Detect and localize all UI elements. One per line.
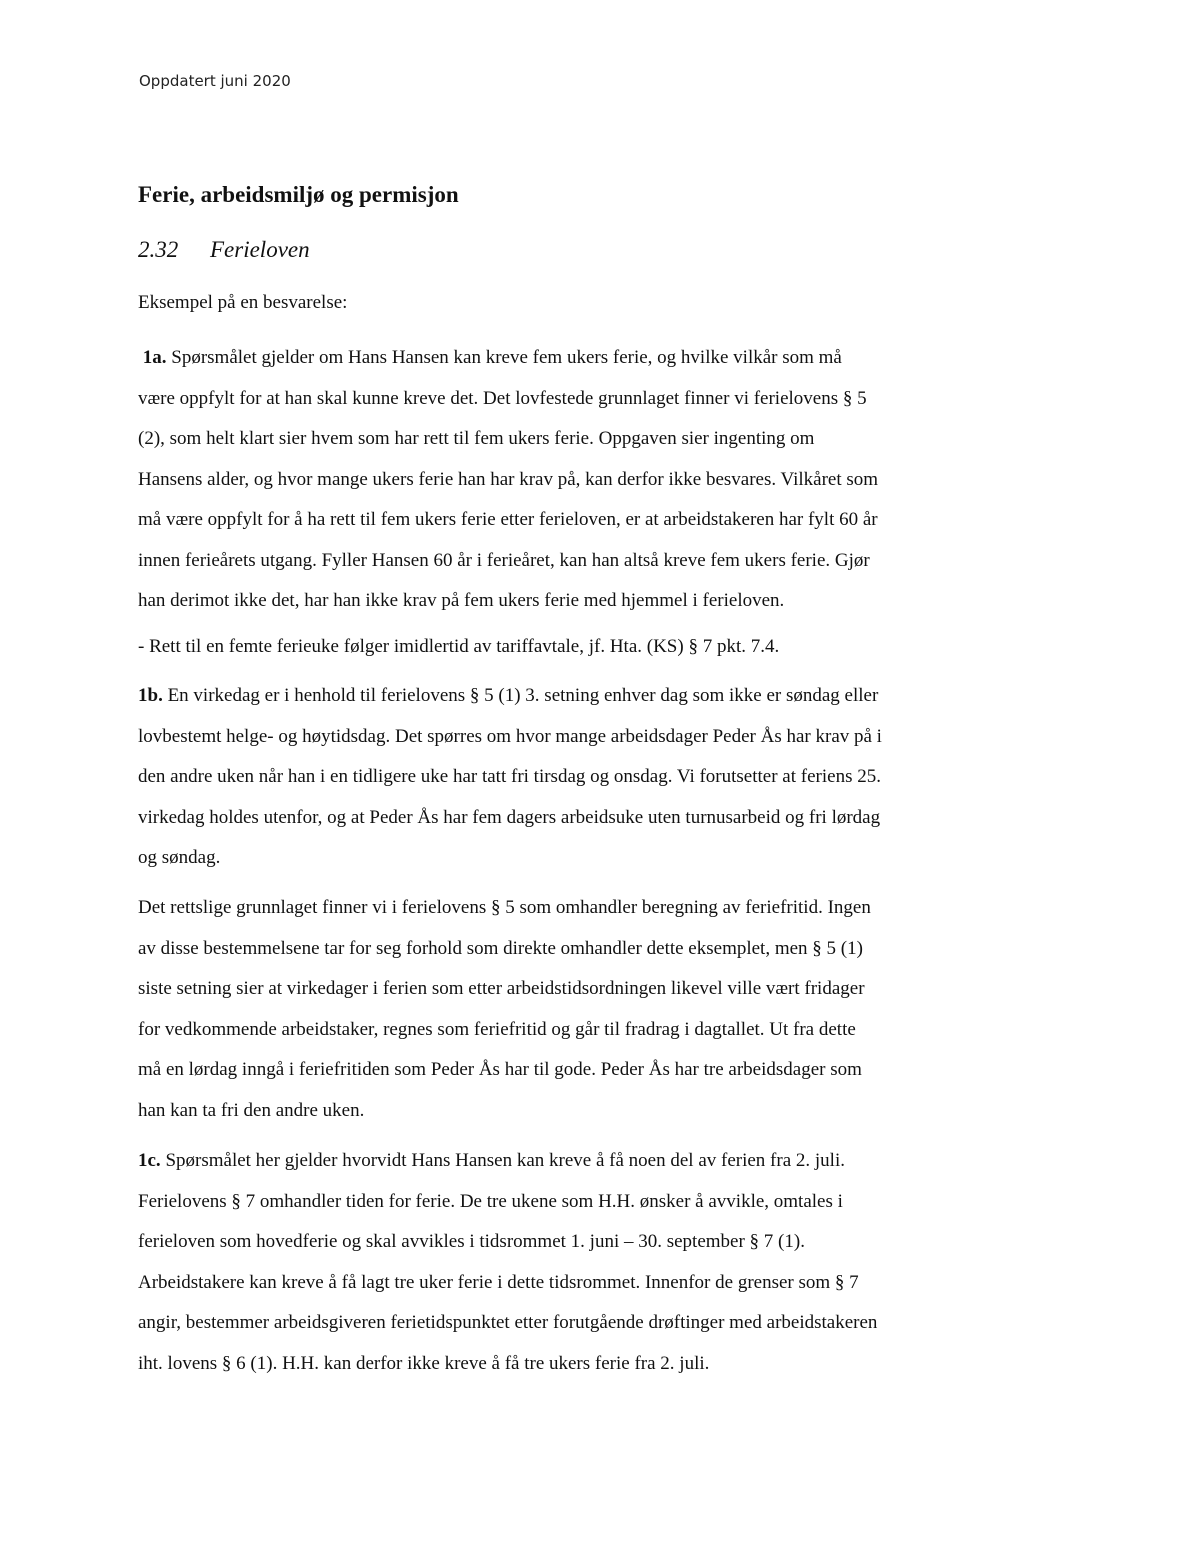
- text-line: lovbestemt helge- og høytidsdag. Det spørres om hvor mange arbeidsdager Peder Ås har krav på i: [138, 725, 882, 747]
- updated-date: Oppdatert juni 2020: [139, 72, 291, 90]
- text-line: 1a. Spørsmålet gjelder om Hans Hansen kan kreve fem ukers ferie, og hvilke vilkår som må: [142, 347, 842, 368]
- text-line: (2), som helt klart sier hvem som har rett til fem ukers ferie. Oppgaven sier ingenting om: [138, 428, 815, 449]
- text-line: iht. lovens § 6 (1). H.H. kan derfor ikke kreve å få tre ukers ferie fra 2. juli.: [138, 1352, 710, 1374]
- text-line: 1b. En virkedag er i henhold til ferielovens § 5 (1) 3. setning enhver dag som ikke er søndag eller: [138, 685, 879, 706]
- answer-label: 1c.: [138, 1150, 161, 1171]
- text-line: må en lørdag inngå i feriefritiden som Peder Ås har til gode. Peder Ås har tre arbeidsdager som: [138, 1059, 862, 1080]
- answer-1a-note: [138, 632, 1063, 662]
- text-line: virkedag holdes utenfor, og at Peder Ås har fem dagers arbeidsuke uten turnusarbeid og fri lørdag: [138, 806, 881, 828]
- document-title: Ferie, arbeidsmiljø og permisjon: [138, 182, 459, 207]
- text-line: Hansens alder, og hvor mange ukers ferie han har krav på, kan derfor ikke besvares. Vilkåret som: [138, 468, 879, 490]
- text-line: Det rettslige grunnlaget finner vi i ferielovens § 5 som omhandler beregning av feriefritid. Ingen: [138, 897, 871, 918]
- answer-1a-paragraph: [138, 338, 1063, 622]
- text-line: og søndag.: [138, 847, 221, 868]
- answer-1b-paragraph-2: [138, 888, 1063, 1131]
- answer-1b-paragraph: [138, 676, 1063, 879]
- intro-text: Eksempel på en besvarelse:: [138, 292, 348, 313]
- text-line: den andre uken når han i en tidligere uke har tatt fri tirsdag og onsdag. Vi forutsetter at feriens 25.: [138, 766, 881, 787]
- text-line: Arbeidstakere kan kreve å få lagt tre uker ferie i dette tidsrommet. Innenfor de grenser som § 7: [138, 1271, 859, 1293]
- section-number: 2.32: [138, 237, 179, 262]
- text-line: være oppfylt for at han skal kunne kreve det. Det lovfestede grunnlaget finner vi ferielovens § 5: [138, 387, 867, 409]
- text-line: ferieloven som hovedferie og skal avvikles i tidsrommet 1. juni – 30. september § 7 (1).: [138, 1231, 805, 1252]
- answer-1c-paragraph: [138, 1141, 1063, 1384]
- answer-label: 1a.: [142, 347, 167, 368]
- text-line: - Rett til en femte ferieuke følger imidlertid av tariffavtale, jf. Hta. (KS) § 7 pkt. 7.4.: [138, 636, 780, 657]
- section-name: Ferieloven: [210, 237, 310, 262]
- text-line: siste setning sier at virkedager i ferien som etter arbeidstidsordningen likevel ville vært fridager: [138, 978, 865, 999]
- text-line: Ferielovens § 7 omhandler tiden for ferie. De tre ukene som H.H. ønsker å avvikle, omtales i: [138, 1190, 843, 1212]
- text-line: for vedkommende arbeidstaker, regnes som feriefritid og går til fradrag i dagtallet. Ut fra dette: [138, 1018, 856, 1040]
- text-line: av disse bestemmelsene tar for seg forhold som direkte omhandler dette eksemplet, men § 5 (1): [138, 937, 863, 959]
- text-line: han derimot ikke det, har han ikke krav på fem ukers ferie med hjemmel i ferieloven.: [138, 590, 785, 611]
- answer-label: 1b.: [138, 685, 163, 706]
- text-line: må være oppfylt for å ha rett til fem ukers ferie etter ferieloven, er at arbeidstakeren har fylt 60 år: [138, 509, 878, 530]
- section-heading: [138, 235, 310, 265]
- text-line: 1c. Spørsmålet her gjelder hvorvidt Hans Hansen kan kreve å få noen del av ferien fra 2. juli.: [138, 1150, 845, 1171]
- text-line: innen ferieårets utgang. Fyller Hansen 60 år i ferieåret, kan han altså kreve fem ukers ferie. Gjør: [138, 549, 870, 571]
- text-line: angir, bestemmer arbeidsgiveren ferietidspunktet etter forutgående drøftinger med arbeidstakeren: [138, 1312, 878, 1333]
- text-line: han kan ta fri den andre uken.: [138, 1099, 365, 1121]
